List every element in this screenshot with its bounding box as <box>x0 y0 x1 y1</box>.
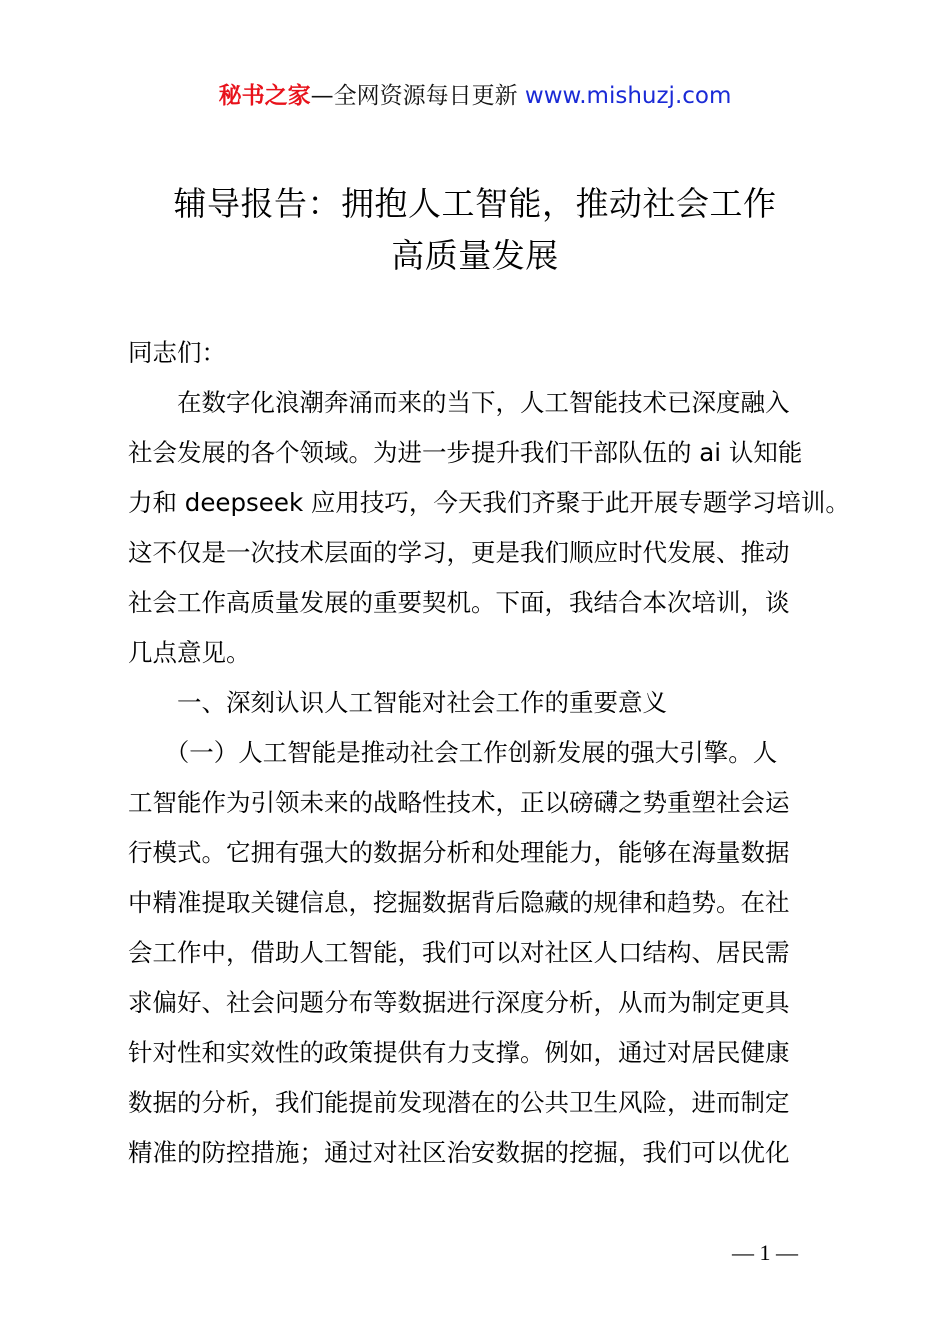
document-title <box>0 178 950 282</box>
body-line: 在数字化浪潮奔涌而来的当下，人工智能技术已深度融入 <box>128 388 790 417</box>
body-line: 求偏好、社会问题分布等数据进行深度分析，从而为制定更具 <box>128 988 790 1017</box>
body-line: 力和 deepseek 应用技巧，今天我们齐聚于此开展专题学习培训。 <box>128 488 850 517</box>
document-body <box>128 328 850 1178</box>
site-url-link[interactable]: www.mishuzj.com <box>524 83 732 109</box>
title-line-2: 高质量发展 <box>391 236 559 275</box>
title-line-1: 辅导报告：拥抱人工智能，推动社会工作 <box>173 184 777 223</box>
body-line: 同志们： <box>128 338 226 367</box>
body-line: 社会工作高质量发展的重要契机。下面，我结合本次培训，谈 <box>128 588 790 617</box>
site-header <box>0 80 950 112</box>
body-line: 社会发展的各个领域。为进一步提升我们干部队伍的 ai 认知能 <box>128 438 803 467</box>
body-line: 中精准提取关键信息，挖掘数据背后隐藏的规律和趋势。在社 <box>128 888 790 917</box>
body-line: 数据的分析，我们能提前发现潜在的公共卫生风险，进而制定 <box>128 1088 790 1117</box>
body-line: 几点意见。 <box>128 638 251 667</box>
body-line: 精准的防控措施；通过对社区治安数据的挖掘，我们可以优化 <box>128 1138 790 1167</box>
body-line: 工智能作为引领未来的战略性技术，正以磅礴之势重塑社会运 <box>128 788 790 817</box>
body-line: 这不仅是一次技术层面的学习，更是我们顺应时代发展、推动 <box>128 538 790 567</box>
header-tagline: —全网资源每日更新 <box>310 83 525 109</box>
body-line: 针对性和实效性的政策提供有力支撑。例如，通过对居民健康 <box>128 1038 790 1067</box>
body-line: （一）人工智能是推动社会工作创新发展的强大引擎。人 <box>128 738 778 767</box>
body-line: 会工作中，借助人工智能，我们可以对社区人口结构、居民需 <box>128 938 790 967</box>
section-heading: 一、深刻认识人工智能对社会工作的重要意义 <box>128 688 667 717</box>
brand-name: 秘书之家 <box>218 83 311 109</box>
page-number: — 1 — <box>732 1240 798 1265</box>
body-line: 行模式。它拥有强大的数据分析和处理能力，能够在海量数据 <box>128 838 790 867</box>
